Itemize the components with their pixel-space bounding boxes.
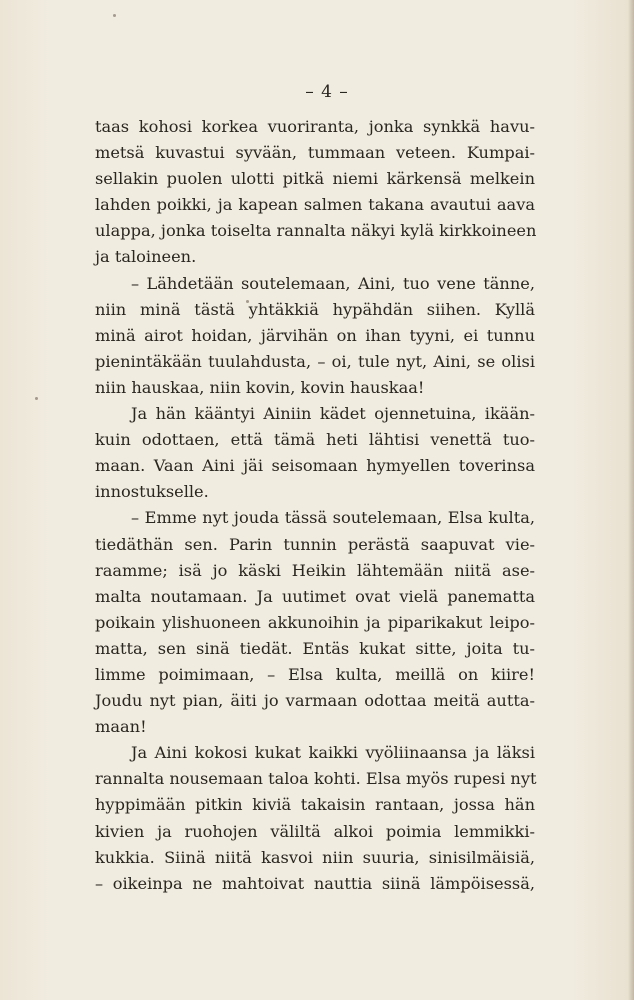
text-line: – Lähdetään soutelemaan, Aini, tuo vene tänne, bbox=[131, 273, 535, 293]
text-line: metsä kuvastui syvään, tummaan veteen. Kumpai- bbox=[95, 143, 535, 163]
text-line: niin hauskaa, niin kovin, kovin hauskaa! bbox=[95, 377, 425, 397]
text-line: pienintäkään tuulahdusta, – oi, tule nyt, Aini, se olisi bbox=[95, 351, 535, 371]
text-line: ja taloineen. bbox=[95, 247, 197, 267]
text-line: kukkia. Siinä niitä kasvoi niin suuria, sinisilmäisiä, bbox=[95, 847, 535, 867]
text-line: raamme; isä jo käski Heikin lähtemään niitä ase- bbox=[95, 560, 535, 580]
text-line: taas kohosi korkea vuoriranta, jonka synkkä havu- bbox=[95, 117, 535, 136]
page-edge-shadow bbox=[628, 0, 634, 1000]
text-line: minä airot hoidan, järvihän on ihan tyyni, ei tunnu bbox=[95, 325, 535, 345]
page-number: – 4 – bbox=[305, 82, 349, 102]
text-line: – oikeinpa ne mahtoivat nauttia siinä lämpöisessä, bbox=[95, 873, 535, 893]
paper-speck bbox=[35, 397, 38, 400]
text-line: niin minä tästä yhtäkkiä hypähdän siihen. Kyllä bbox=[95, 299, 535, 319]
text-line: malta noutamaan. Ja uutimet ovat vielä panematta bbox=[95, 586, 535, 606]
paper-speck bbox=[113, 14, 116, 17]
text-line: sellakin puolen ulotti pitkä niemi kärkensä melkein bbox=[95, 169, 535, 189]
text-line: Ja Aini kokosi kukat kaikki vyöliinaansa ja läksi bbox=[131, 743, 535, 763]
text-line: hyppimään pitkin kiviä takaisin rantaan, jossa hän bbox=[95, 795, 535, 815]
text-line: – Emme nyt jouda tässä soutelemaan, Elsa kulta, bbox=[131, 508, 535, 528]
text-line: poikain ylishuoneen akkunoihin ja piparikakut leipo- bbox=[95, 612, 535, 632]
text-line: limme poimimaan, – Elsa kulta, meillä on kiire! bbox=[95, 664, 535, 684]
text-line: kuin odottaen, että tämä heti lähtisi venettä tuo- bbox=[95, 430, 535, 450]
text-line: kivien ja ruohojen väliltä alkoi poimia lemmikki- bbox=[95, 821, 535, 841]
text-line: lahden poikki, ja kapean salmen takana avautui aava bbox=[95, 195, 535, 215]
text-line: tiedäthän sen. Parin tunnin perästä saapuvat vie- bbox=[95, 534, 535, 554]
text-line: matta, sen sinä tiedät. Entäs kukat sitte, joita tu- bbox=[95, 638, 535, 658]
text-line: ulappa, jonka toiselta rannalta näkyi kylä kirkkoineen bbox=[95, 221, 537, 241]
text-line: rannalta nousemaan taloa kohti. Elsa myös rupesi nyt bbox=[95, 769, 537, 789]
paper-speck bbox=[246, 300, 249, 303]
text-line: maan. Vaan Aini jäi seisomaan hymyellen toverinsa bbox=[95, 456, 535, 476]
body-text bbox=[95, 114, 535, 897]
text-line: innostukselle. bbox=[95, 482, 209, 502]
text-line: Ja hän kääntyi Ainiin kädet ojennetuina, ikään- bbox=[131, 404, 535, 424]
text-line: maan! bbox=[95, 717, 147, 737]
text-line: Joudu nyt pian, äiti jo varmaan odottaa meitä autta- bbox=[95, 691, 535, 711]
